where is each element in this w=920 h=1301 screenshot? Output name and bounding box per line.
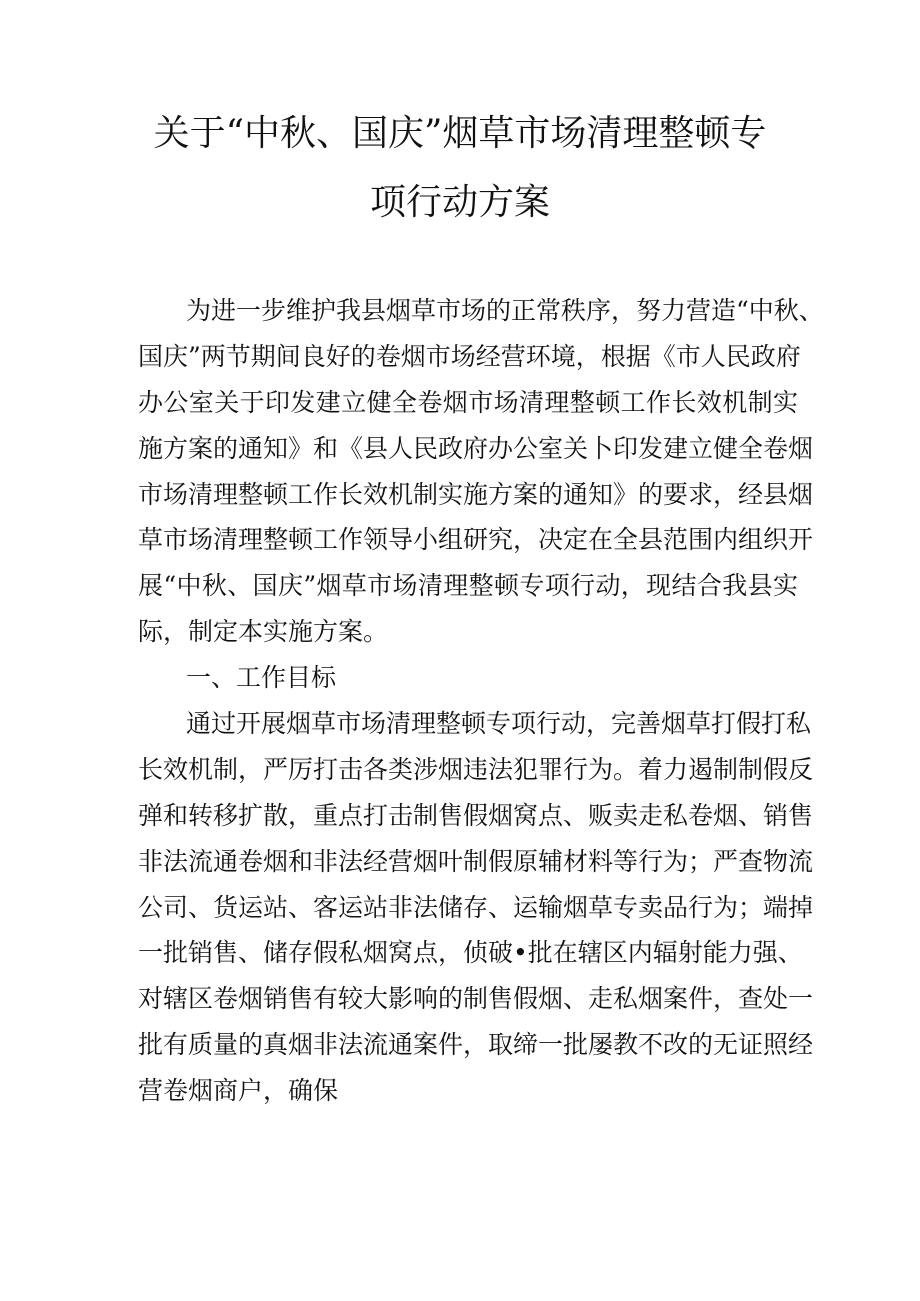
- paragraph-1-line-3: 办公室关于印发建立健全卷烟市场清理整顿工作长效机制实: [138, 387, 798, 417]
- paragraph-2-line-8: 批有质量的真烟非法流通案件，取缔一批屡教不改的无证照经: [138, 1030, 814, 1060]
- paragraph-2-line-3: 弹和转移扩散，重点打击制售假烟窝点、贩卖走私卷烟、销售: [138, 800, 814, 830]
- paragraph-1-line-1: 为进一步维护我县烟草市场的正常秩序，努力营造“中秋、: [186, 296, 824, 325]
- paragraph-2-line-9: 营卷烟商户，确保: [138, 1076, 339, 1106]
- document-title-line-1: 关于“中秋、国庆”烟草市场清理整顿专: [153, 113, 767, 154]
- document-title-line-2: 项行动方案: [369, 182, 550, 223]
- paragraph-1-line-5: 市场清理整顿工作长效机制实施方案的通知》的要求，经县烟: [138, 479, 814, 509]
- paragraph-2-line-6: 一批销售、储存假私烟窝点，侦破•批在辖区内辐射能力强、: [138, 938, 803, 968]
- paragraph-2-line-2: 长效机制，严厉打击各类涉烟违法犯罪行为。着力遏制制假反: [138, 754, 814, 784]
- document-body: [138, 288, 824, 1114]
- paragraph-2-line-7: 对辖区卷烟销售有较大影响的制售假烟、走私烟案件，查处一: [138, 984, 814, 1014]
- paragraph-1-line-2: 国庆”两节期间良好的卷烟市场经营环境，根据《市人民政府: [138, 341, 801, 371]
- section-heading-work-goals: 一、工作目标: [186, 663, 337, 693]
- paragraph-2-line-5: 公司、货运站、客运站非法储存、运输烟草专卖品行为；端掉: [138, 892, 814, 922]
- paragraph-1-line-6: 草市场清理整顿工作领导小组研究，决定在全县范围内组织开: [138, 525, 814, 555]
- paragraph-1-line-4: 施方案的通知》和《县人民政府办公室关卜印发建立健全卷烟: [138, 433, 814, 463]
- paragraph-1-line-8: 际，制定本实施方案。: [138, 617, 389, 647]
- paragraph-2-line-4: 非法流通卷烟和非法经营烟叶制假原辅材料等行为；严查物流: [138, 846, 814, 876]
- paragraph-2-line-1: 通过开展烟草市场清理整顿专项行动，完善烟草打假打私: [186, 709, 812, 739]
- paragraph-1-line-7: 展“中秋、国庆”烟草市场清理整顿专项行动，现结合我县实: [138, 571, 798, 601]
